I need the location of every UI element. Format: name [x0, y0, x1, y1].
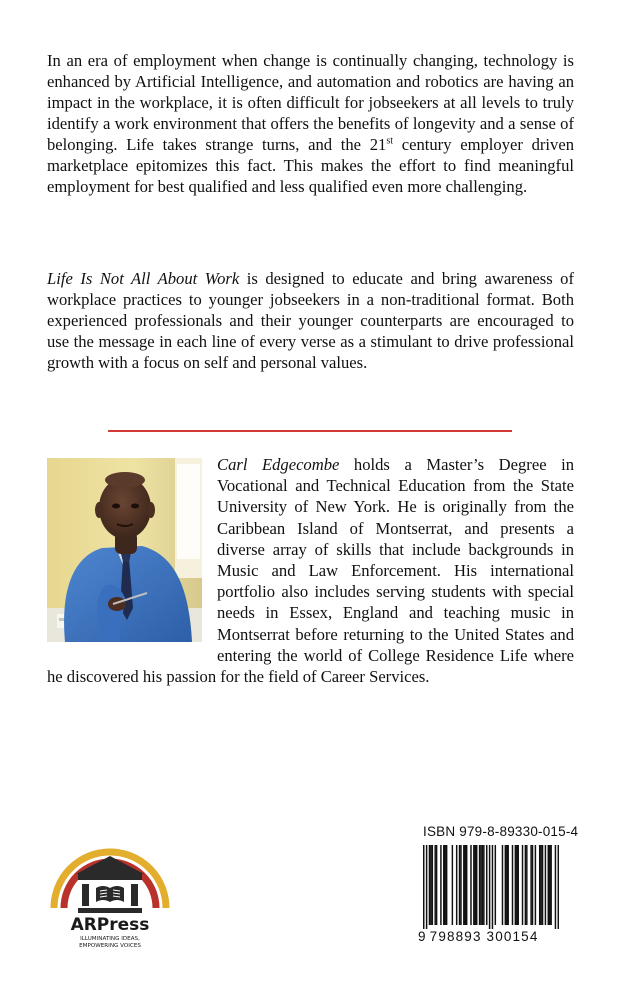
- barcode-bar: [517, 845, 518, 925]
- barcode-bar: [434, 845, 435, 925]
- barcode-bar: [555, 845, 556, 933]
- barcode-bar: [479, 845, 480, 925]
- barcode-bar: [530, 845, 531, 925]
- intro-paragraph: [47, 50, 574, 197]
- barcode-bar: [482, 845, 483, 925]
- barcode-bar: [429, 845, 430, 925]
- author-name: Carl Edgecombe: [217, 455, 340, 474]
- barcode-bar: [545, 845, 546, 925]
- barcode-bar: [548, 845, 549, 925]
- barcode-bar: [470, 845, 471, 925]
- barcode-bar: [515, 845, 516, 925]
- barcode-digit-first: 9: [418, 929, 427, 944]
- barcode-bar: [463, 845, 464, 925]
- barcode-bar: [476, 845, 477, 925]
- barcode-bar: [495, 845, 496, 925]
- barcode-bar: [549, 845, 550, 925]
- barcode-bar: [436, 845, 437, 925]
- book-title: Life Is Not All About Work: [47, 269, 240, 288]
- publisher-name: ARPress: [70, 915, 150, 935]
- barcode-bar: [443, 845, 444, 925]
- barcode-bar: [440, 845, 441, 925]
- barcode-bar: [525, 845, 526, 925]
- barcode-bar: [512, 845, 513, 925]
- barcode-bar: [460, 845, 461, 925]
- barcode-bar: [489, 845, 490, 933]
- publisher-tagline-2: EMPOWERING VOICES: [79, 943, 141, 949]
- barcode-bar: [522, 845, 523, 925]
- barcode-bar: [516, 845, 517, 925]
- publisher-logo: [42, 822, 178, 952]
- barcode-bar: [475, 845, 476, 925]
- barcode-bar: [456, 845, 457, 925]
- barcode-bar: [540, 845, 541, 925]
- barcode-bar: [483, 845, 484, 925]
- barcode-bar: [526, 845, 527, 925]
- barcode-bar: [550, 845, 551, 925]
- barcode-bar: [535, 845, 536, 925]
- barcode-bar: [452, 845, 453, 925]
- barcode-bar: [465, 845, 466, 925]
- barcode-bar: [426, 845, 427, 933]
- barcode-bar: [423, 845, 424, 933]
- barcode-bar: [558, 845, 559, 933]
- barcode-bar: [542, 845, 543, 925]
- barcode-bar: [459, 845, 460, 925]
- intro-text-part1: In an era of employment when change is continually changing, technology is enhanced by Artificial Intelligence, and automation and robotics are having an impact in the workplace, it is often difficult for jobseekers at all levels to truly identify a work environment that offers the benefits of longevity and a sense of belonging. Life takes strange turns, and the 21: [47, 51, 574, 154]
- intro-superscript: st: [386, 135, 394, 147]
- barcode: [423, 845, 559, 933]
- intro-text-part2: century employer driven marketplace epitomizes this fact. This makes the effort to find meaningful employment for best qualified and less qualified even more challenging.: [47, 135, 574, 196]
- barcode-digits-group2: 300154: [486, 929, 539, 944]
- author-bio: [47, 454, 574, 687]
- barcode-bar: [446, 845, 447, 925]
- barcode-bar: [430, 845, 431, 925]
- barcode-bar: [444, 845, 445, 925]
- barcode-bar: [532, 845, 533, 925]
- barcode-bar: [507, 845, 508, 925]
- barcode-bar: [473, 845, 474, 925]
- barcode-bar: [486, 845, 487, 925]
- barcode-bar: [505, 845, 506, 925]
- divider-line: [108, 430, 512, 432]
- barcode-bar: [539, 845, 540, 925]
- barcode-bar: [502, 845, 503, 925]
- author-bio-text: holds a Master’s Degree in Vocational and Technical Education from the State University of New York. He is originally from the Caribbean Island of Montserrat, and presents a diverse array of skills that include backgrounds in Music and Law Enforcement. His international portfolio also includes serving students with special needs in Essex, England and teaching music in Montserrat before returning to the United States and entering the world of College Residence Life where he discovered his passion for the field of Career Services.: [47, 455, 575, 687]
- description-paragraph: [47, 268, 574, 373]
- publisher-tagline-1: ILLUMINATING IDEAS,: [80, 936, 140, 942]
- isbn-label: ISBN 979-8-89330-015-4: [423, 824, 579, 839]
- barcode-digits: [418, 929, 564, 944]
- barcode-bar: [506, 845, 507, 925]
- barcode-bar: [480, 845, 481, 925]
- description-text: is designed to educate and bring awareness of workplace practices to younger jobseekers in a non-traditional format. Both experienced professionals and their younger counterparts are encouraged to use the message in each line of every verse as a stimulant to drive professional growth with a focus on self and personal values.: [47, 269, 574, 372]
- barcode-bar: [466, 845, 467, 925]
- barcode-bar: [492, 845, 493, 933]
- barcode-digits-group1: 798893: [429, 929, 482, 944]
- barcode-bar: [432, 845, 433, 925]
